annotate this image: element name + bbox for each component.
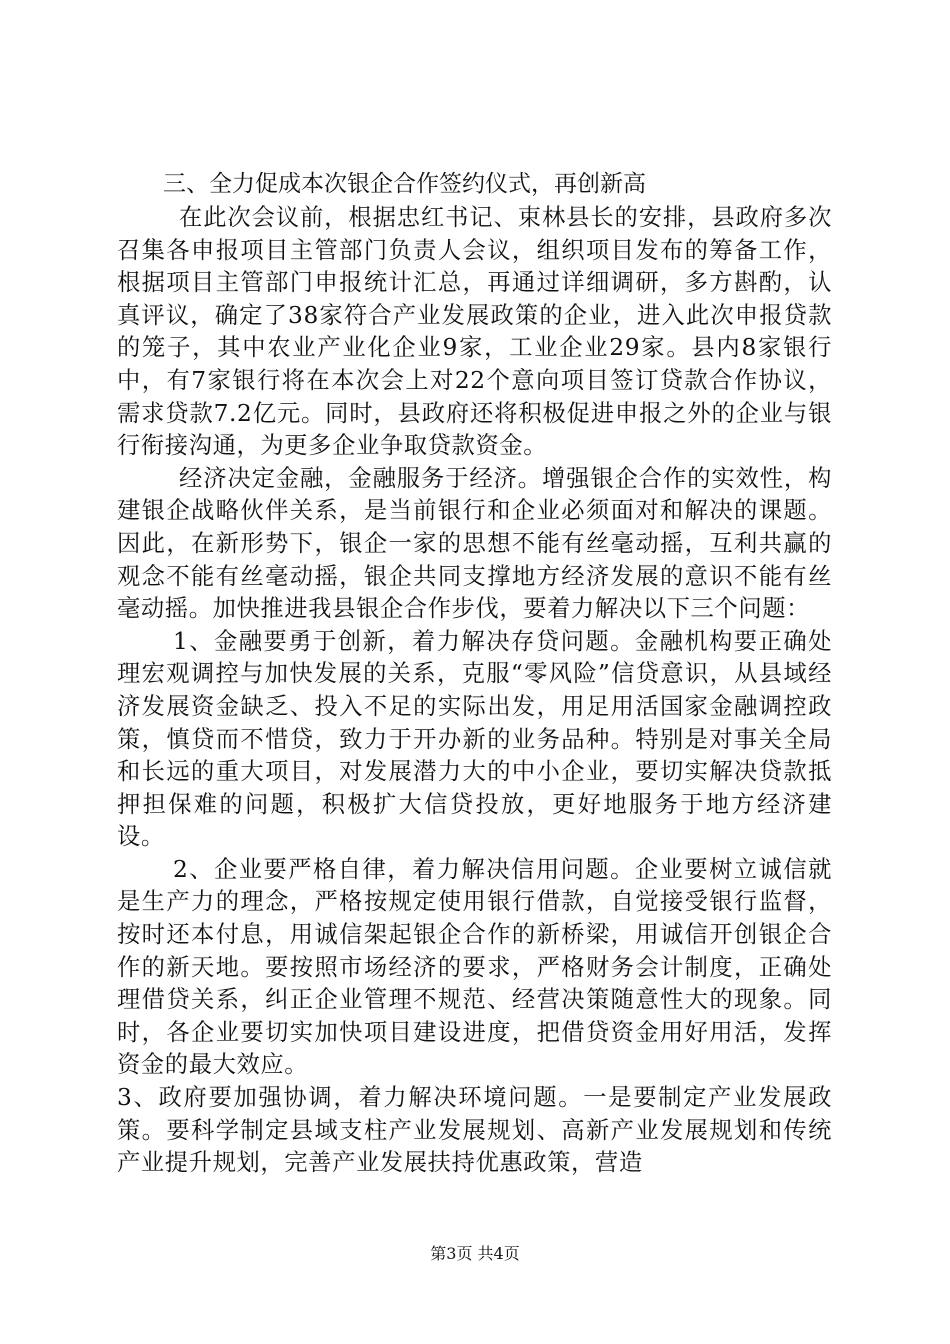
paragraph-4: 2、企业要严格自律，着力解决信用问题。企业要树立诚信就是生产力的理念，严格按规定使用银行借款，自觉接受银行监督，按时还本付息，用诚信架起银企合作的新桥梁，用诚信开创银企合作的新天地。要按照市场经济的要求，严格财务会计制度，正确处理借贷关系，纠正企业管理不规范、经营决策随意性大的现象。同时，各企业要切实加快项目建设进度，把借贷资金用好用活，发挥资金的最大效应。 (117, 855, 832, 1079)
section-heading: 三、全力促成本次银企合作签约仪式，再创新高 (163, 171, 646, 197)
document-body (117, 168, 832, 1180)
paragraph-2: 经济决定金融，金融服务于经济。增强银企合作的实效性，构建银企战略伙伴关系，是当前银行和企业必须面对和解决的课题。因此，在新形势下，银企一家的思想不能有丝毫动摇，互利共赢的观念不能有丝毫动摇，银企共同支撑地方经济发展的意识不能有丝毫动摇。加快推进我县银企合作步伐，要着力解决以下三个问题： (117, 464, 832, 623)
page-footer: 第3页 共4页 (430, 1244, 520, 1263)
paragraph-1: 在此次会议前，根据忠红书记、束林县长的安排，县政府多次召集各申报项目主管部门负责人会议，组织项目发布的筹备工作，根据项目主管部门申报统计汇总，再通过详细调研，多方斟酌，认真评议，确定了38家符合产业发展政策的企业，进入此次申报贷款的笼子，其中农业产业化企业9家，工业企业29家。县内8家银行中，有7家银行将在本次会上对22个意向项目签订贷款合作协议，需求贷款7.2亿元。同时，县政府还将积极促进申报之外的企业与银行衔接沟通，为更多企业争取贷款资金。 (117, 204, 832, 460)
paragraph-5: 3、政府要加强协调，着力解决环境问题。一是要制定产业发展政策。要科学制定县域支柱产业发展规划、高新产业发展规划和传统产业提升规划，完善产业发展扶持优惠政策，营造 (117, 1084, 832, 1177)
paragraph-3: 1、金融要勇于创新，着力解决存贷问题。金融机构要正确处理宏观调控与加快发展的关系，克服“零风险”信贷意识，从县域经济发展资金缺乏、投入不足的实际出发，用足用活国家金融调控政策，慎贷而不惜贷，致力于开办新的业务品种。特别是对事关全局和长远的重大项目，对发展潜力大的中小企业，要切实解决贷款抵押担保难的问题，积极扩大信贷投放，更好地服务于地方经济建设。 (117, 627, 832, 851)
